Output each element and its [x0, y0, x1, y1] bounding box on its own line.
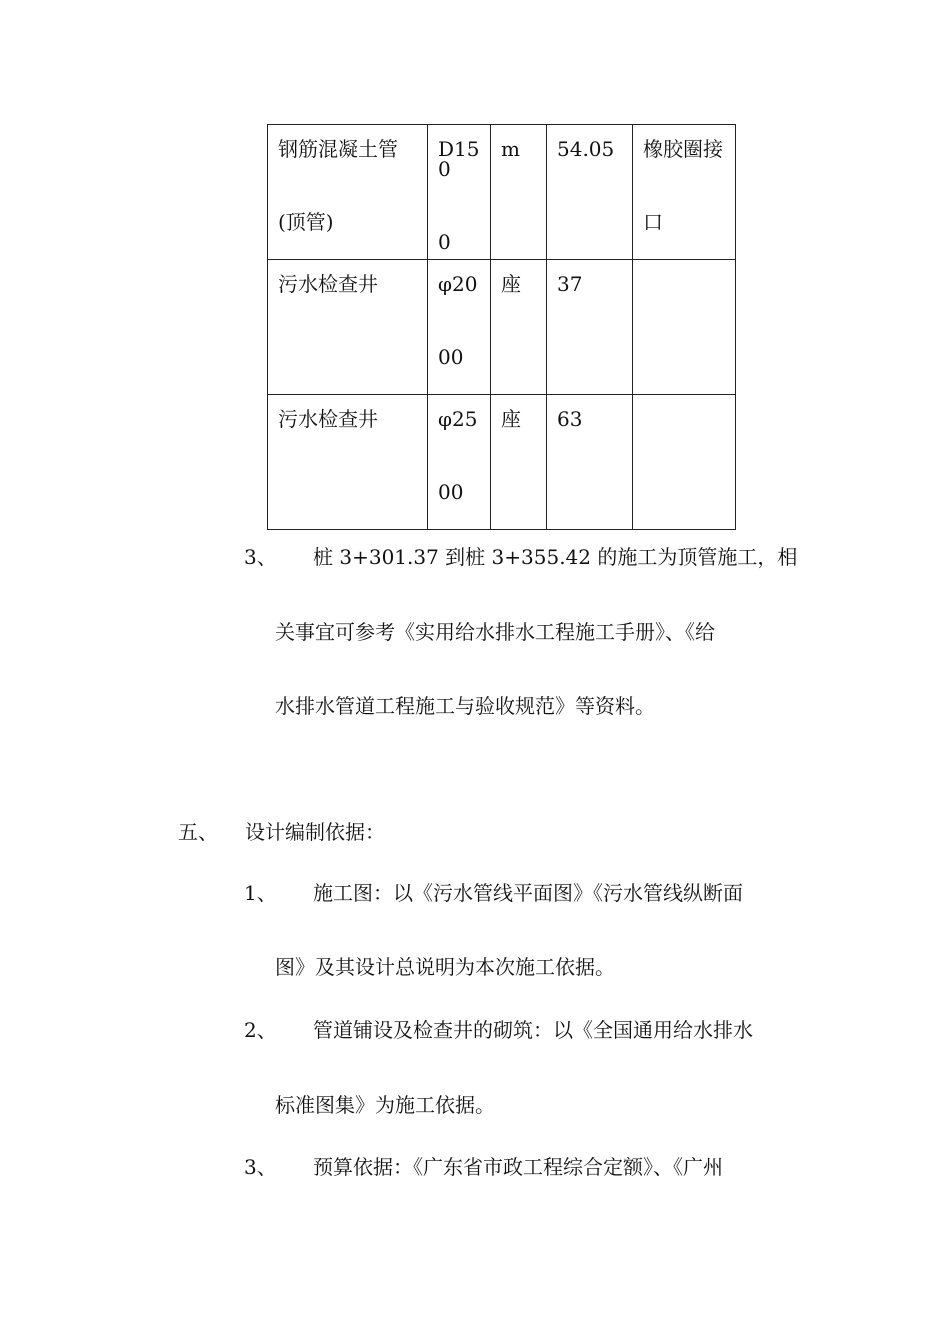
paragraph-line: 关事宜可参考《实用给水排水工程施工手册》、《给: [275, 620, 715, 644]
paragraph-line: 预算依据：《广东省市政工程综合定额》、《广州: [313, 1155, 723, 1179]
paragraph-line: 图》及其设计总说明为本次施工依据。: [275, 955, 615, 979]
table-cell-spec: D150 0: [428, 125, 491, 260]
table-cell-note: 橡胶圈接 口: [633, 125, 736, 260]
table-cell-spec: φ25 00: [428, 395, 491, 530]
paragraph-line: 施工图：以《污水管线平面图》《污水管线纵断面: [313, 881, 743, 905]
table-cell-note: [633, 395, 736, 530]
section-title: 设计编制依据：: [245, 820, 385, 844]
table-cell-unit: 座: [491, 395, 547, 530]
table-cell-unit: m: [491, 125, 547, 260]
table-cell-name: 污水检查井: [268, 395, 428, 530]
paragraph-line: 水排水管道工程施工与验收规范》等资料。: [275, 694, 655, 718]
table-cell-spec: φ20 00: [428, 260, 491, 395]
table-cell-note: [633, 260, 736, 395]
table-row: [268, 260, 736, 395]
table-cell-qty: 63: [547, 395, 633, 530]
paragraph-line: 标准图集》为施工依据。: [275, 1093, 495, 1117]
table-row: [268, 125, 736, 260]
table-row: [268, 395, 736, 530]
table-cell-unit: 座: [491, 260, 547, 395]
item-number: 3、: [244, 545, 277, 569]
item-number: 1、: [244, 881, 277, 905]
paragraph-line: 管道铺设及检查井的砌筑：以《全国通用给水排水: [313, 1018, 753, 1042]
section-number: 五、: [178, 820, 218, 844]
table-cell-qty: 54.05: [547, 125, 633, 260]
table-cell-name: 钢筋混凝土管 (顶管): [268, 125, 428, 260]
paragraph-line: 桩 3+301.37 到桩 3+355.42 的施工为顶管施工，相: [313, 545, 798, 569]
table-cell-qty: 37: [547, 260, 633, 395]
materials-table: [267, 124, 736, 530]
table-cell-name: 污水检查井: [268, 260, 428, 395]
item-number: 3、: [244, 1155, 277, 1179]
item-number: 2、: [244, 1018, 277, 1042]
